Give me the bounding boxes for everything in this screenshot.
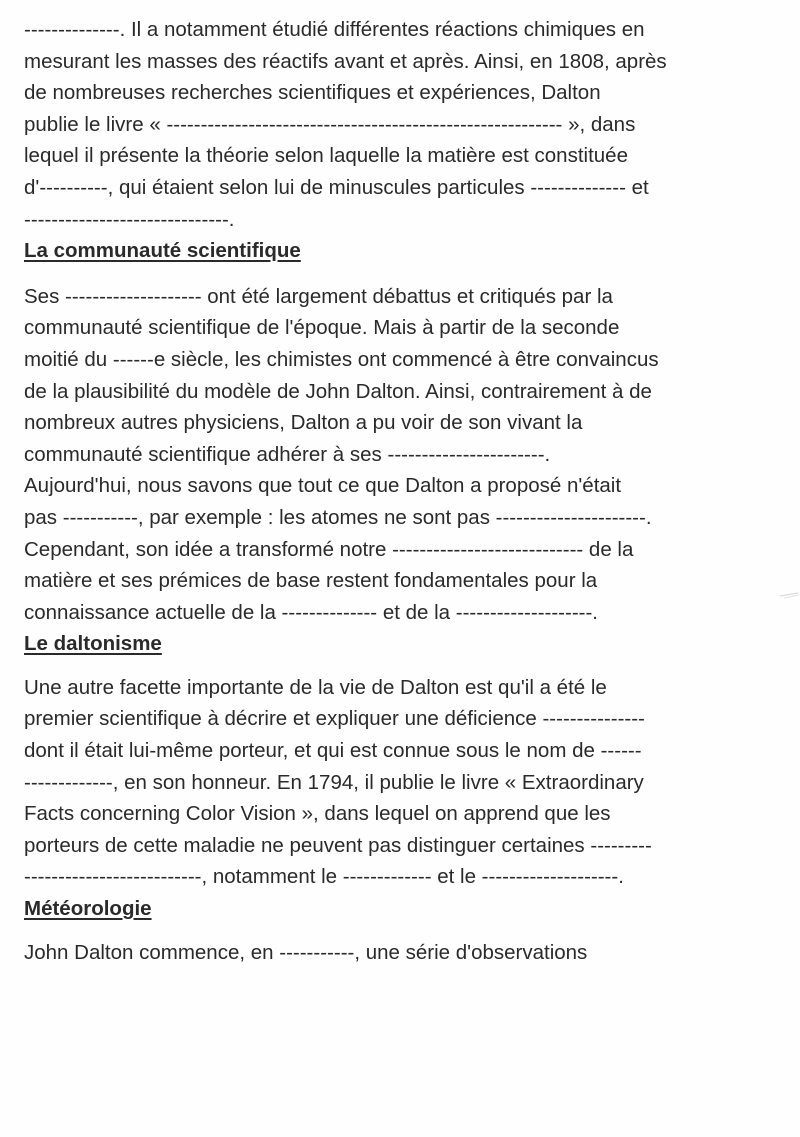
text-line: premier scientifique à décrire et expliquer une déficience --------------- <box>24 707 645 731</box>
section-heading-meteorologie: Météorologie <box>24 897 152 921</box>
text-line: pas -----------, par exemple : les atomes ne sont pas ----------------------. <box>24 505 652 529</box>
text-line: publie le livre « ---------------------------------------------------------- », dans <box>24 112 636 136</box>
text-line: communauté scientifique adhérer à ses -----------------------. <box>24 442 551 466</box>
text-line: Facts concerning Color Vision », dans lequel on apprend que les <box>24 802 611 826</box>
text-line: Aujourd'hui, nous savons que tout ce que Dalton a proposé n'était <box>24 474 622 498</box>
text-line: Une autre facette importante de la vie de Dalton est qu'il a été le <box>24 675 607 699</box>
document-body <box>24 14 776 968</box>
text-line: moitié du ------e siècle, les chimistes ont commencé à être convaincus <box>24 347 659 371</box>
paragraph-meteorologie <box>24 937 776 969</box>
paragraph-daltonisme <box>24 672 776 893</box>
paragraph-atomic-theory <box>24 14 776 235</box>
text-line: de nombreuses recherches scientifiques et expériences, Dalton <box>24 81 601 105</box>
text-line: d'----------, qui étaient selon lui de minuscules particules -------------- et <box>24 175 649 199</box>
paragraph-communaute <box>24 281 776 471</box>
text-line: --------------------------, notamment le ------------- et le --------------------. <box>24 865 624 889</box>
scan-artifact-mark <box>778 590 800 600</box>
text-line: John Dalton commence, en -----------, une série d'observations <box>24 940 588 964</box>
paragraph-aujourdhui <box>24 470 776 628</box>
text-line: lequel il présente la théorie selon laquelle la matière est constituée <box>24 144 628 168</box>
text-line: connaissance actuelle de la -------------- et de la --------------------. <box>24 600 598 624</box>
text-line: --------------. Il a notamment étudié différentes réactions chimiques en <box>24 18 645 41</box>
text-line: porteurs de cette maladie ne peuvent pas distinguer certaines --------- <box>24 833 652 857</box>
section-heading-communaute: La communauté scientifique <box>24 239 301 263</box>
text-line: dont il était lui-même porteur, et qui est connue sous le nom de ------ <box>24 739 642 763</box>
text-line: matière et ses prémices de base restent fondamentales pour la <box>24 569 598 593</box>
section-heading-daltonisme: Le daltonisme <box>24 632 162 656</box>
text-line: Cependant, son idée a transformé notre ---------------------------- de la <box>24 537 634 561</box>
text-line: Ses -------------------- ont été largement débattus et critiqués par la <box>24 284 613 308</box>
text-line: communauté scientifique de l'époque. Mais à partir de la seconde <box>24 316 620 340</box>
text-line: -------------, en son honneur. En 1794, il publie le livre « Extraordinary <box>24 770 644 794</box>
text-line: de la plausibilité du modèle de John Dalton. Ainsi, contrairement à de <box>24 379 652 403</box>
text-line: ------------------------------. <box>24 207 235 231</box>
text-line: mesurant les masses des réactifs avant et après. Ainsi, en 1808, après <box>24 49 667 73</box>
text-line: nombreux autres physiciens, Dalton a pu voir de son vivant la <box>24 411 583 435</box>
